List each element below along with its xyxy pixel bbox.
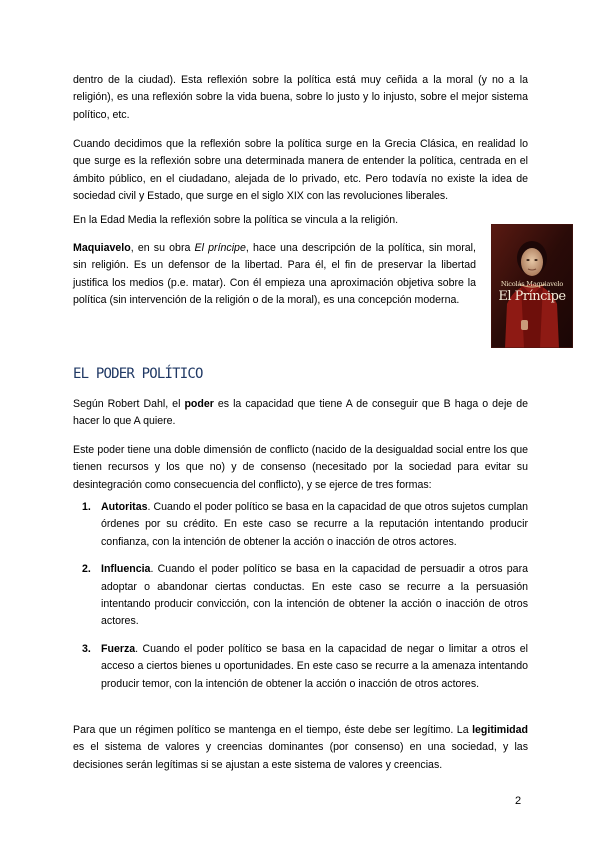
cover-author: Nicolás Maquiavelo [500,280,564,288]
el-principe-book-cover [491,224,573,348]
paragraph-double-dimension: Este poder tiene una doble dimensión de conflicto (nacido de la desigualdad social entre los que tienen recursos y los que no) y de consenso (necesitado por la sociedad para evitar su desintegración como consecuencia del conflicto), y se ejerce de tres formas: [73,444,528,491]
autoritas-term: Autoritas [101,501,148,513]
el-principe-title: El príncipe [194,242,246,254]
legitimidad-text-2: es el sistema de valores y creencias dominantes (por consenso) en una sociedad, y las decisiones serán legítimas si se ajustan a este sistema de valores y creencias. [73,741,528,771]
dahl-text-1: Según Robert Dahl, el [73,398,185,410]
maquiavelo-text-1: , en su obra [130,242,195,254]
maquiavelo-name: Maquiavelo [73,242,131,254]
maquiavelo-text-2: , hace una descripción de la política, sin moral, sin religión. Es un defensor de la libertad. Para él, el fin de preservar la libertad justifica los medios (p.e. matar). Con él empieza una aproximación objetiva sobre la política (sin intervención de la religión o de la moral), es una concepción moderna. [73,242,476,307]
page-number: 2 [515,795,522,807]
poder-term: poder [184,398,214,410]
influencia-term: Influencia [101,563,151,576]
list-item-fuerza [73,641,528,693]
list-number: 2. [82,563,91,576]
cover-title: El Príncipe [498,289,566,304]
fuerza-text: . Cuando el poder político se basa en la capacidad de negar o limitar a otros el acceso a ciertos bienes u oportunidades. En este caso se recurre a la amenaza intentando producir temor, con la intención de obtener la acción o inacción de otros actores. [101,642,528,690]
forms-of-power-list [73,499,528,693]
paragraph-middle-ages: En la Edad Media la reflexión sobre la política se vincula a la religión. [73,214,399,226]
paragraph-dahl-definition [73,396,528,431]
legitimidad-term: legitimidad [472,724,528,736]
paragraph-legitimidad [73,722,528,774]
list-item-autoritas [73,499,528,551]
list-number: 3. [82,642,91,655]
legitimidad-text-1: Para que un régimen político se mantenga en el tiempo, éste debe ser legítimo. La [73,724,473,736]
paragraph-greek-reflection: dentro de la ciudad). Esta reflexión sobre la política está muy ceñida a la moral (y no a la religión), es una reflexión sobre la vida buena, sobre lo justo y lo injusto, sobre el mejor sistema político, etc. [73,74,528,121]
paragraph-classical-greece: Cuando decidimos que la reflexión sobre la política surge en la Grecia Clásica, en realidad lo que surge es la reflexión sobre una determinada manera de entender la política, centrada en el ámbito público, en el ciudadano, alejada de lo privado, etc. Pero todavía no existe la idea de sociedad civil y Estado, que surge en el siglo XIX con las revoluciones liberales. [73,138,528,203]
influencia-text: . Cuando el poder político se basa en la capacidad de persuadir a otros para adoptar o abandonar ciertas conductas. En este caso se recurre a la persuasión intentando producir convicción, con la intención de obtener la acción o inacción de otros actores. [101,563,528,628]
list-item-influencia [73,561,528,631]
paragraph-maquiavelo [73,240,476,310]
list-number: 1. [82,501,91,513]
dahl-text-2: es la capacidad que tiene A de conseguir que B haga o deje de hacer lo que A quiere. [73,398,528,428]
fuerza-term: Fuerza [101,642,136,655]
section-heading-poder-politico: EL PODER POLÍTICO [73,366,203,382]
autoritas-text: . Cuando el poder político se basa en la capacidad de que otros sujetos cumplan órdenes por su crédito. En este caso se recurre a la reputación intentando producir confianza, con la intención de obtener la acción o inacción de otros actores. [101,501,528,548]
